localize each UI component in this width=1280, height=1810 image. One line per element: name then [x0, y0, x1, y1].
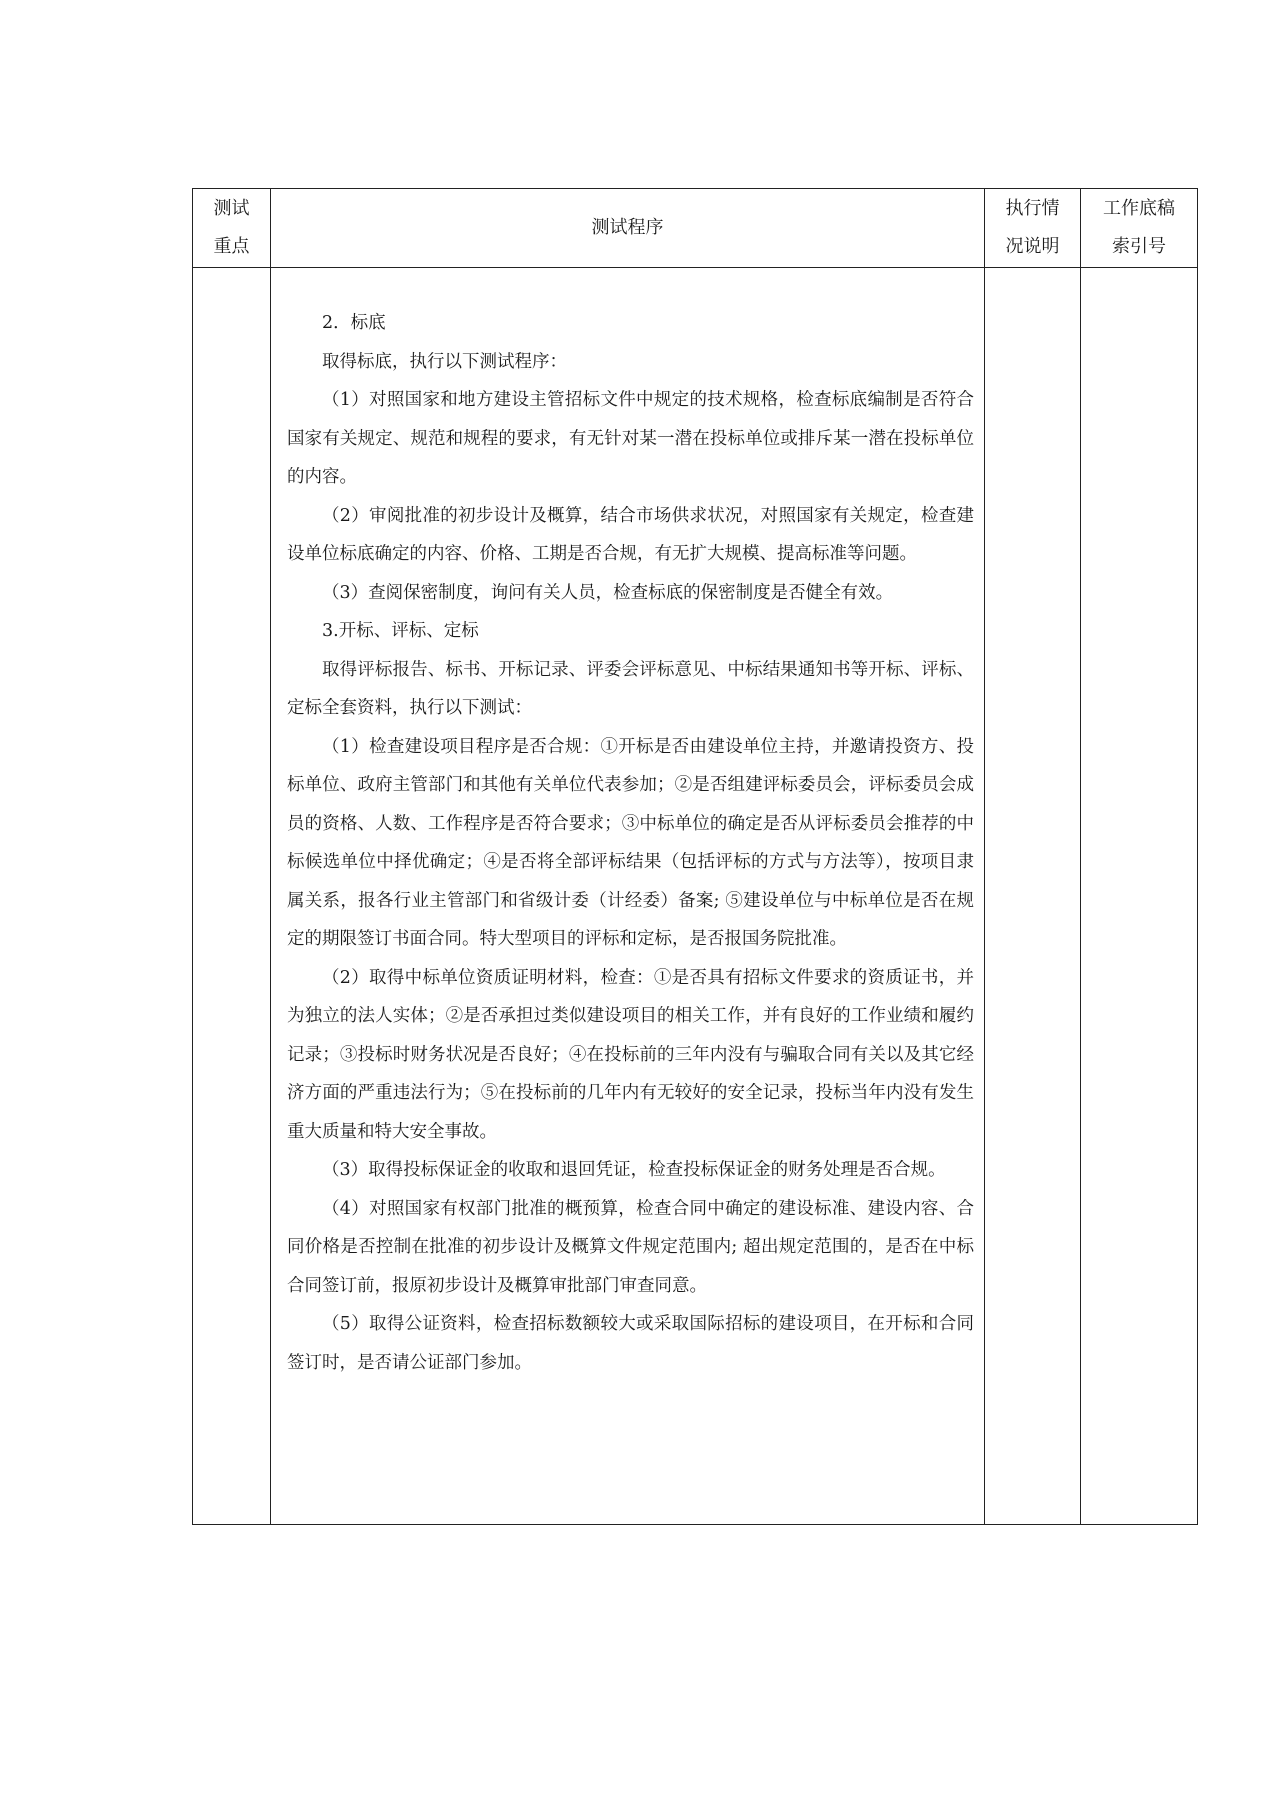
- table-header-row: [193, 189, 1198, 268]
- paragraph-section-3-item-3: （3）取得投标保证金的收取和退回凭证，检查投标保证金的财务处理是否合规。: [322, 1160, 946, 1180]
- cell-execution-notes: [985, 268, 1081, 1525]
- paragraph-section-3-item-4: （4）对照国家有权部门批准的概预算，检查合同中确定的建设标准、建设内容、合同价格是否控制在批准的初步设计及概算文件规定范围内; 超出规定范围的，是否在中标合同签订前，报原初步设计及概算审批部门审查同意。: [287, 1198, 974, 1296]
- cell-workpaper-index: [1081, 268, 1198, 1525]
- paragraph-section-2-item-2: （2）审阅批准的初步设计及概算，结合市场供求状况，对照国家有关规定，检查建设单位标底确定的内容、价格、工期是否合规，有无扩大规模、提高标准等问题。: [287, 505, 974, 564]
- audit-procedure-table: [192, 188, 1198, 1525]
- cell-test-focus: [193, 268, 271, 1525]
- paragraph-section-3-item-5: （5）取得公证资料，检查招标数额较大或采取国际招标的建设项目，在开标和合同签订时，是否请公证部门参加。: [287, 1314, 974, 1373]
- table-body-row: [193, 268, 1198, 1525]
- header-execution-notes: [985, 189, 1081, 268]
- paragraph-section-2-item-1: （1）对照国家和地方建设主管招标文件中规定的技术规格，检查标底编制是否符合国家有关规定、规范和规程的要求，有无针对某一潜在投标单位或排斥某一潜在投标单位的内容。: [287, 390, 974, 487]
- header-workpaper-index-line1: 工作底稿: [1103, 198, 1175, 219]
- header-workpaper-index-line2: 索引号: [1112, 236, 1166, 257]
- header-test-focus-line2: 重点: [213, 236, 250, 257]
- header-workpaper-index: [1081, 189, 1198, 268]
- header-test-focus-line1: 测试: [213, 198, 250, 219]
- paragraph-section-2-title: 2．标底: [322, 313, 386, 333]
- paragraph-section-3-intro: 取得评标报告、标书、开标记录、评委会评标意见、中标结果通知书等开标、评标、定标全套资料，执行以下测试：: [287, 659, 974, 718]
- cell-test-procedure: [271, 268, 985, 1525]
- header-execution-notes-line1: 执行情: [1005, 198, 1060, 219]
- header-test-procedure: 测试程序: [271, 189, 985, 268]
- paragraph-section-2-intro: 取得标底，执行以下测试程序：: [322, 351, 567, 372]
- header-test-focus: [193, 189, 271, 268]
- paragraph-section-3-item-1: （1）检查建设项目程序是否合规：①开标是否由建设单位主持，并邀请投资方、投标单位、政府主管部门和其他有关单位代表参加；②是否组建评标委员会，评标委员会成员的资格、人数、工作程序是否符合要求；③中标单位的确定是否从评标委员会推荐的中标候选单位中择优确定；④是否将全部评标结果（包括评标的方式与方法等），按项目隶属关系，报各行业主管部门和省级计委（计经委）备案; ⑤建设单位与中标单位是否在规定的期限签订书面合同。特大型项目的评标和定标，是否报国务院批准。: [287, 736, 974, 949]
- paragraph-section-3-title: 3.开标、评标、定标: [322, 621, 479, 641]
- paragraph-section-2-item-3: （3）查阅保密制度，询问有关人员，检查标底的保密制度是否健全有效。: [322, 582, 894, 603]
- procedure-content: [271, 268, 984, 1382]
- paragraph-section-3-item-2: （2）取得中标单位资质证明材料，检查：①是否具有招标文件要求的资质证书，并为独立的法人实体；②是否承担过类似建设项目的相关工作，并有良好的工作业绩和履约记录；③投标时财务状况是否良好；④在投标前的三年内没有与骗取合同有关以及其它经济方面的严重违法行为；⑤在投标前的几年内有无较好的安全记录，投标当年内没有发生重大质量和特大安全事故。: [287, 967, 974, 1142]
- header-execution-notes-line2: 况说明: [1005, 236, 1060, 257]
